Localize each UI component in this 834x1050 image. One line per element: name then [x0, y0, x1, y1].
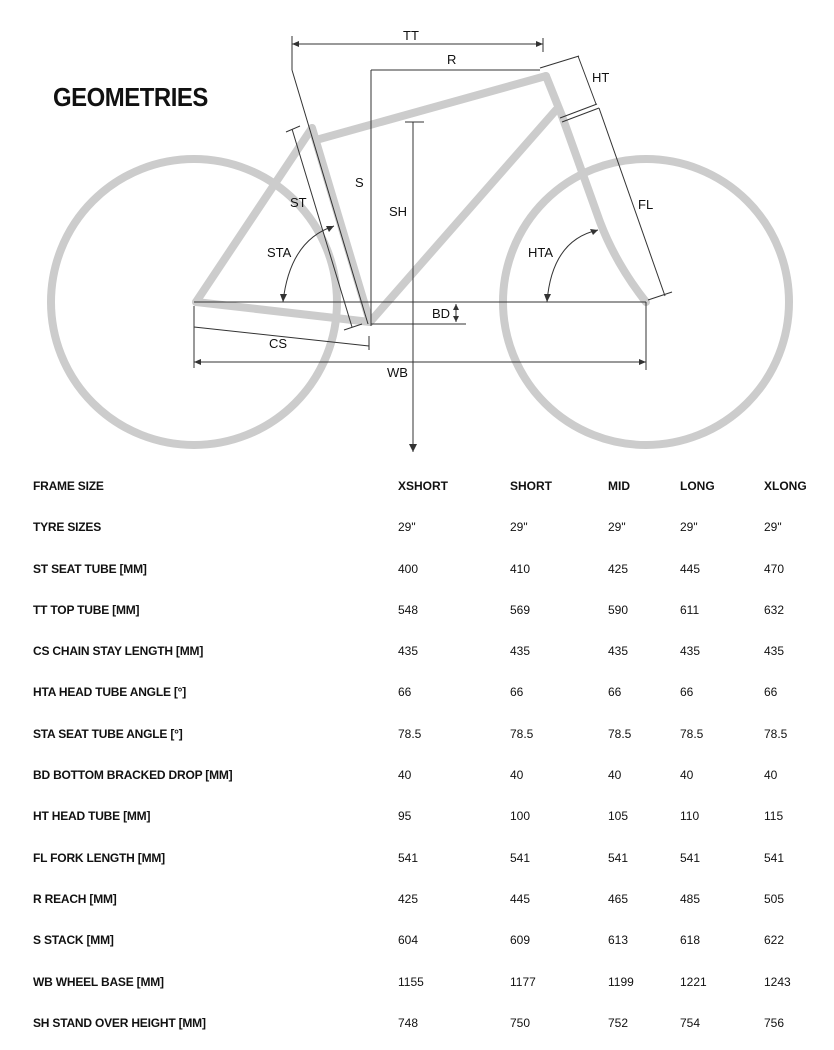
row-value: 40 [608, 768, 622, 783]
row-value: 622 [764, 933, 785, 948]
row-value: 78.5 [764, 726, 788, 741]
row-label: TT TOP TUBE [MM] [33, 602, 140, 617]
label-ht: HT [592, 70, 610, 85]
row-value: 750 [510, 1015, 531, 1030]
label-bd: BD [432, 306, 451, 321]
row-value: 613 [608, 933, 629, 948]
row-label: HT HEAD TUBE [MM] [33, 809, 151, 824]
row-value: 425 [398, 891, 419, 906]
row-label: BD BOTTOM BRACKED DROP [MM] [33, 768, 233, 783]
label-tt: TT [403, 28, 419, 43]
row-value: 105 [608, 809, 629, 824]
label-r: R [447, 52, 457, 67]
row-value: 569 [510, 602, 531, 617]
table-row [0, 836, 834, 877]
label-sh: SH [389, 204, 408, 219]
row-value: 66 [398, 685, 412, 700]
header-size-xlong: XLONG [764, 479, 807, 493]
row-value: 1155 [398, 974, 424, 989]
row-value: 590 [608, 602, 629, 617]
table-row [0, 629, 834, 670]
row-value: 604 [398, 933, 419, 948]
seat-stay [196, 128, 312, 302]
page-title: GEOMETRIES [53, 82, 208, 112]
row-value: 505 [764, 891, 785, 906]
row-value: 541 [764, 850, 785, 865]
table-row [0, 794, 834, 835]
table-row [0, 960, 834, 1001]
bike-geometry-diagram [0, 0, 834, 460]
label-wb: WB [387, 365, 408, 380]
row-value: 609 [510, 933, 531, 948]
row-label: STA SEAT TUBE ANGLE [°] [33, 726, 183, 741]
table-row [0, 1001, 834, 1042]
row-label: WB WHEEL BASE [MM] [33, 974, 164, 989]
row-label: S STACK [MM] [33, 933, 114, 948]
row-value: 435 [680, 644, 701, 659]
row-value: 29" [510, 520, 528, 535]
row-value: 1243 [764, 974, 791, 989]
row-value: 435 [764, 644, 785, 659]
row-label: R REACH [MM] [33, 891, 117, 906]
row-value: 756 [764, 1015, 785, 1030]
row-value: 618 [680, 933, 701, 948]
row-value: 40 [510, 768, 524, 783]
top-tube [316, 76, 546, 140]
row-value: 410 [510, 561, 531, 576]
header-size-short: SHORT [510, 479, 552, 493]
label-s: S [355, 175, 364, 190]
table-row [0, 712, 834, 753]
row-label: FL FORK LENGTH [MM] [33, 850, 165, 865]
row-value: 78.5 [608, 726, 632, 741]
row-value: 485 [680, 891, 701, 906]
row-value: 66 [608, 685, 622, 700]
table-row [0, 918, 834, 959]
label-hta: HTA [528, 245, 554, 260]
table-row [0, 877, 834, 918]
row-value: 66 [764, 685, 778, 700]
chain-stay [196, 302, 370, 322]
row-value: 445 [510, 891, 531, 906]
row-value: 611 [680, 602, 700, 617]
row-value: 78.5 [680, 726, 704, 741]
label-fl: FL [638, 197, 654, 212]
bike-frame [196, 76, 646, 322]
header-frame-size: FRAME SIZE [33, 479, 104, 493]
row-label: CS CHAIN STAY LENGTH [MM] [33, 644, 204, 659]
row-label: TYRE SIZES [33, 520, 102, 535]
row-label: HTA HEAD TUBE ANGLE [°] [33, 685, 187, 700]
table-row [0, 547, 834, 588]
label-st: ST [290, 195, 307, 210]
row-value: 541 [680, 850, 701, 865]
arrowheads [194, 41, 646, 452]
row-value: 1199 [608, 974, 634, 989]
row-value: 1177 [510, 974, 536, 989]
row-value: 752 [608, 1015, 629, 1030]
row-value: 40 [764, 768, 778, 783]
row-value: 425 [608, 561, 629, 576]
row-value: 748 [398, 1015, 419, 1030]
table-row [0, 588, 834, 629]
row-value: 78.5 [398, 726, 422, 741]
row-value: 548 [398, 602, 419, 617]
row-value: 435 [608, 644, 629, 659]
row-value: 29" [608, 520, 626, 535]
row-value: 78.5 [510, 726, 534, 741]
row-value: 66 [510, 685, 524, 700]
table-row [0, 505, 834, 546]
fork [562, 116, 646, 302]
row-value: 40 [398, 768, 412, 783]
row-label: SH STAND OVER HEIGHT [MM] [33, 1015, 206, 1030]
table-header-row [0, 464, 834, 505]
row-value: 40 [680, 768, 694, 783]
row-value: 541 [510, 850, 531, 865]
row-value: 435 [510, 644, 531, 659]
row-value: 465 [608, 891, 629, 906]
row-value: 1221 [680, 974, 707, 989]
row-value: 435 [398, 644, 419, 659]
row-value: 115 [764, 809, 784, 824]
row-value: 400 [398, 561, 419, 576]
row-label: ST SEAT TUBE [MM] [33, 561, 147, 576]
row-value: 541 [608, 850, 629, 865]
table-row [0, 753, 834, 794]
row-value: 110 [680, 809, 700, 824]
row-value: 541 [398, 850, 419, 865]
row-value: 100 [510, 809, 531, 824]
row-value: 754 [680, 1015, 701, 1030]
label-cs: CS [269, 336, 288, 351]
label-sta: STA [267, 245, 292, 260]
row-value: 470 [764, 561, 785, 576]
header-size-long: LONG [680, 479, 715, 493]
dimension-lines [194, 36, 672, 452]
row-value: 445 [680, 561, 701, 576]
header-size-mid: MID [608, 479, 630, 493]
geometry-table [0, 464, 834, 1042]
row-value: 95 [398, 809, 412, 824]
row-value: 29" [398, 520, 416, 535]
table-row [0, 670, 834, 711]
row-value: 29" [764, 520, 782, 535]
row-value: 66 [680, 685, 694, 700]
row-value: 632 [764, 602, 785, 617]
row-value: 29" [680, 520, 698, 535]
header-size-xshort: XSHORT [398, 479, 449, 493]
